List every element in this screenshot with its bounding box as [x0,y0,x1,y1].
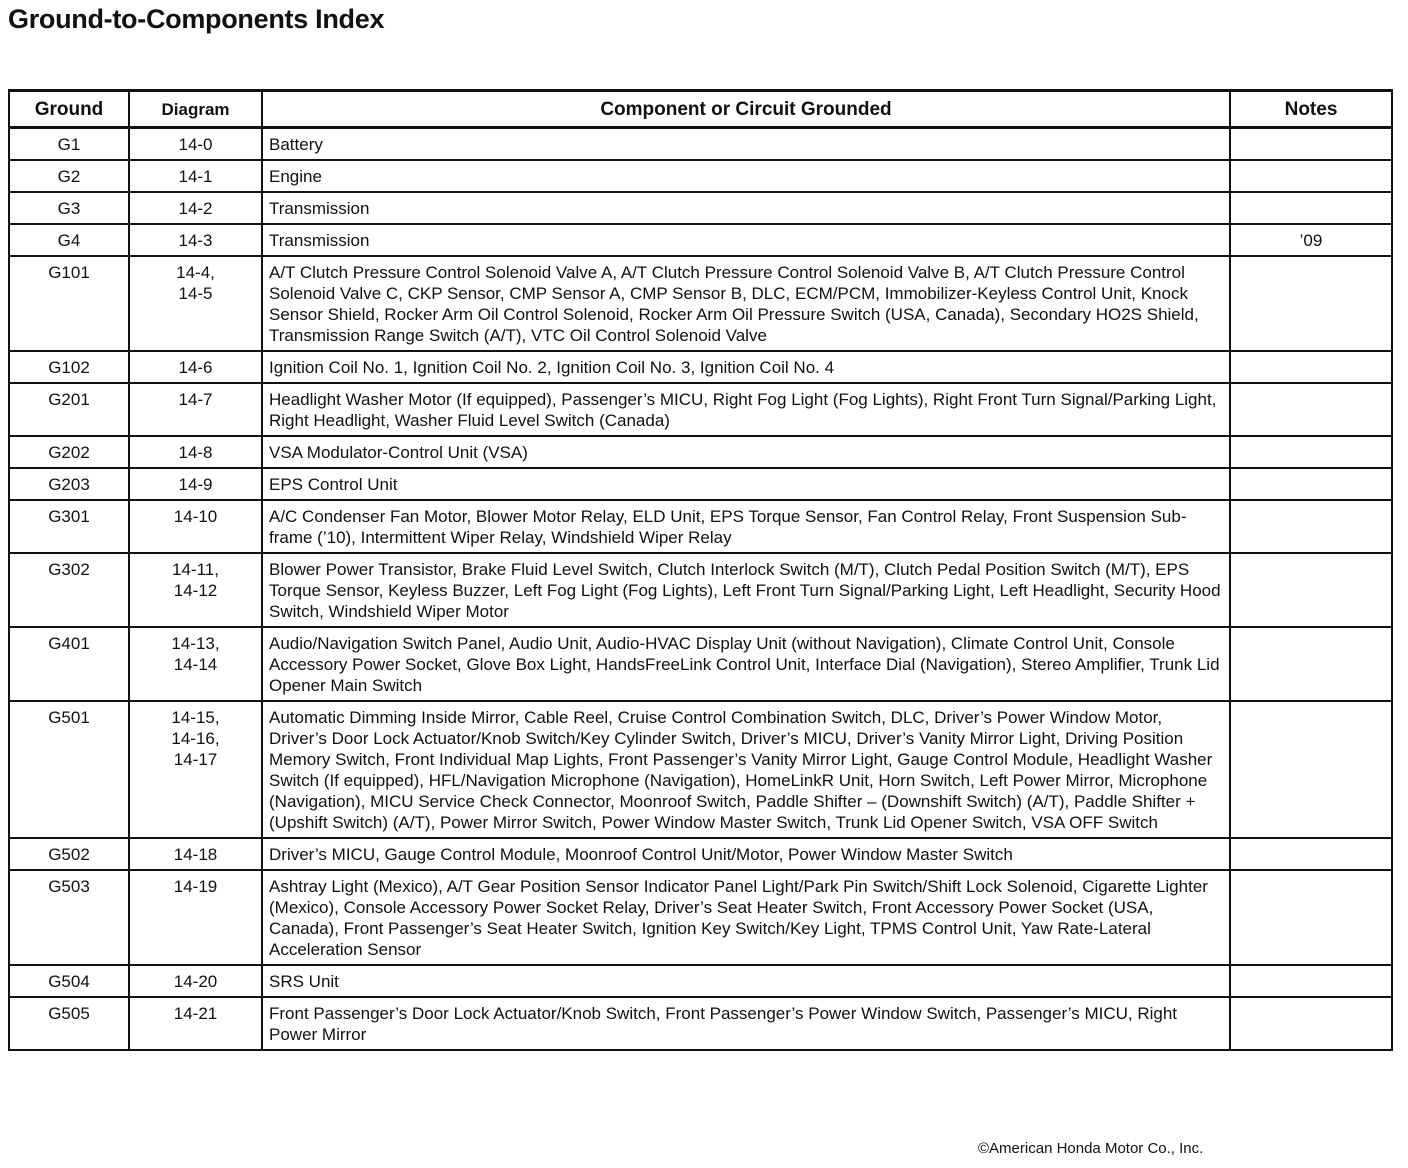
table-row [9,500,1392,553]
diagram-cell: 14-11, 14-12 [129,553,262,627]
diagram-cell: 14-20 [129,965,262,997]
copyright-footer: ©American Honda Motor Co., Inc. [978,1140,1204,1157]
component-cell: A/T Clutch Pressure Control Solenoid Valve A, A/T Clutch Pressure Control Solenoid Valve B, A/T Clutch Pressure Control Solenoid Valve C, CKP Sensor, CMP Sensor A, CMP Sensor B, DLC, ECM/PCM, Immobilizer-Keyless Control Unit, Knock Sensor Shield, Rocker Arm Oil Control Solenoid, Rocker Arm Oil Pressure Switch (USA, Canada), Secondary HO2S Shield, Transmission Range Switch (A/T), VTC Oil Control Solenoid Valve [262,256,1230,351]
table-row [9,965,1392,997]
notes-cell [1230,256,1392,351]
diagram-cell: 14-15, 14-16, 14-17 [129,701,262,838]
notes-cell [1230,160,1392,192]
component-cell: Ashtray Light (Mexico), A/T Gear Position Sensor Indicator Panel Light/Park Pin Switch/Shift Lock Solenoid, Cigarette Lighter (Mexico), Console Accessory Power Socket Relay, Driver’s Seat Heater Switch, Front Accessory Power Socket (USA, Canada), Front Passenger’s Seat Heater Switch, Ignition Key Switch/Key Light, TPMS Control Unit, Yaw Rate-Lateral Acceleration Sensor [262,870,1230,965]
component-cell: Front Passenger’s Door Lock Actuator/Knob Switch, Front Passenger’s Power Window Switch, Passenger’s MICU, Right Power Mirror [262,997,1230,1050]
component-cell: Driver’s MICU, Gauge Control Module, Moonroof Control Unit/Motor, Power Window Master Switch [262,838,1230,870]
header-component: Component or Circuit Grounded [262,91,1230,128]
diagram-cell: 14-2 [129,192,262,224]
component-cell: SRS Unit [262,965,1230,997]
ground-cell: G3 [9,192,129,224]
ground-index-table [8,89,1393,1051]
diagram-cell: 14-8 [129,436,262,468]
component-cell: Automatic Dimming Inside Mirror, Cable Reel, Cruise Control Combination Switch, DLC, Driver’s Power Window Motor, Driver’s Door Lock Actuator/Knob Switch/Key Cylinder Switch, Driver’s MICU, Driver’s Vanity Mirror Light, Driving Position Memory Switch, Front Individual Map Lights, Front Passenger’s Vanity Mirror Light, Gauge Control Module, Headlight Washer Switch (If equipped), HFL/Navigation Microphone (Navigation), HomeLinkR Unit, Horn Switch, Left Power Mirror, Microphone (Navigation), MICU Service Check Connector, Moonroof Switch, Paddle Shifter – (Downshift Switch) (A/T), Paddle Shifter + (Upshift Switch) (A/T), Power Mirror Switch, Power Window Master Switch, Trunk Lid Opener Switch, VSA OFF Switch [262,701,1230,838]
table-row [9,838,1392,870]
diagram-cell: 14-21 [129,997,262,1050]
diagram-cell: 14-4, 14-5 [129,256,262,351]
diagram-cell: 14-7 [129,383,262,436]
diagram-cell: 14-0 [129,128,262,161]
table-row [9,468,1392,500]
notes-cell: ’09 [1230,224,1392,256]
notes-cell [1230,965,1392,997]
diagram-cell: 14-13, 14-14 [129,627,262,701]
table-row [9,160,1392,192]
table-row [9,553,1392,627]
ground-cell: G302 [9,553,129,627]
component-cell: VSA Modulator-Control Unit (VSA) [262,436,1230,468]
table-row [9,224,1392,256]
header-diagram: Diagram [129,91,262,128]
diagram-cell: 14-19 [129,870,262,965]
table-row [9,997,1392,1050]
diagram-cell: 14-3 [129,224,262,256]
diagram-cell: 14-6 [129,351,262,383]
diagram-cell: 14-9 [129,468,262,500]
ground-cell: G201 [9,383,129,436]
page-title: Ground-to-Components Index [8,4,385,34]
component-cell: EPS Control Unit [262,468,1230,500]
table-row [9,256,1392,351]
notes-cell [1230,997,1392,1050]
ground-cell: G2 [9,160,129,192]
table-row [9,436,1392,468]
table-row [9,192,1392,224]
component-cell: Headlight Washer Motor (If equipped), Passenger’s MICU, Right Fog Light (Fog Lights), Right Front Turn Signal/Parking Light, Right Headlight, Washer Fluid Level Switch (Canada) [262,383,1230,436]
notes-cell [1230,383,1392,436]
ground-cell: G505 [9,997,129,1050]
table-row [9,870,1392,965]
component-cell: Ignition Coil No. 1, Ignition Coil No. 2, Ignition Coil No. 3, Ignition Coil No. 4 [262,351,1230,383]
table-header-row [9,91,1392,128]
ground-cell: G503 [9,870,129,965]
ground-cell: G401 [9,627,129,701]
table-row [9,383,1392,436]
notes-cell [1230,870,1392,965]
ground-cell: G101 [9,256,129,351]
notes-cell [1230,468,1392,500]
component-cell: Transmission [262,224,1230,256]
ground-cell: G1 [9,128,129,161]
component-cell: Transmission [262,192,1230,224]
notes-cell [1230,192,1392,224]
ground-cell: G502 [9,838,129,870]
notes-cell [1230,128,1392,161]
ground-cell: G504 [9,965,129,997]
ground-cell: G301 [9,500,129,553]
notes-cell [1230,553,1392,627]
table-row [9,128,1392,161]
ground-cell: G102 [9,351,129,383]
table-row [9,701,1392,838]
component-cell: Battery [262,128,1230,161]
ground-cell: G203 [9,468,129,500]
component-cell: Engine [262,160,1230,192]
notes-cell [1230,627,1392,701]
component-cell: A/C Condenser Fan Motor, Blower Motor Relay, ELD Unit, EPS Torque Sensor, Fan Control Relay, Front Suspension Sub-frame (’10), Intermittent Wiper Relay, Windshield Wiper Relay [262,500,1230,553]
component-cell: Blower Power Transistor, Brake Fluid Level Switch, Clutch Interlock Switch (M/T), Clutch Pedal Position Switch (M/T), EPS Torque Sensor, Keyless Buzzer, Left Fog Light (Fog Lights), Left Front Turn Signal/Parking Light, Left Headlight, Security Hood Switch, Windshield Wiper Motor [262,553,1230,627]
header-notes: Notes [1230,91,1392,128]
notes-cell [1230,351,1392,383]
notes-cell [1230,701,1392,838]
diagram-cell: 14-10 [129,500,262,553]
notes-cell [1230,838,1392,870]
notes-cell [1230,500,1392,553]
ground-cell: G4 [9,224,129,256]
diagram-cell: 14-18 [129,838,262,870]
component-cell: Audio/Navigation Switch Panel, Audio Unit, Audio-HVAC Display Unit (without Navigation), Climate Control Unit, Console Accessory Power Socket, Glove Box Light, HandsFreeLink Control Unit, Interface Dial (Navigation), Stereo Amplifier, Trunk Lid Opener Main Switch [262,627,1230,701]
table-row [9,627,1392,701]
table-row [9,351,1392,383]
diagram-cell: 14-1 [129,160,262,192]
ground-cell: G202 [9,436,129,468]
header-ground: Ground [9,91,129,128]
notes-cell [1230,436,1392,468]
ground-cell: G501 [9,701,129,838]
